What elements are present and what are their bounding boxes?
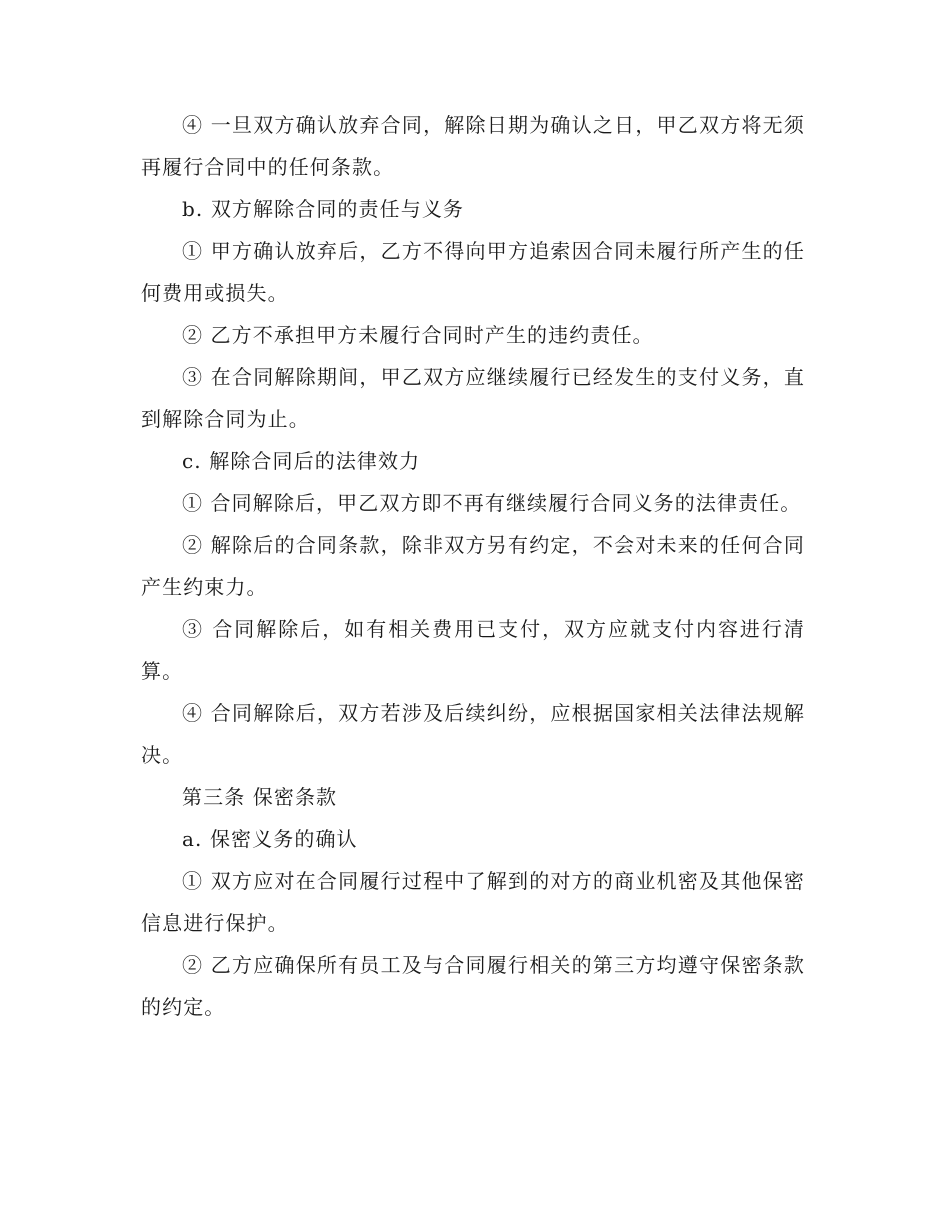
paragraph-protect-secrets: ① 双方应对在合同履行过程中了解到的对方的商业机密及其他保密信息进行保护。 (141, 869, 805, 935)
paragraph-staff-compliance: ② 乙方应确保所有员工及与合同履行相关的第三方均遵守保密条款的约定。 (141, 953, 805, 1019)
subheading-confidentiality-duty: a. 保密义务的确认 (182, 827, 358, 851)
paragraph-no-claims: ① 甲方确认放弃后，乙方不得向甲方追索因合同未履行所产生的任何费用或损失。 (141, 239, 805, 305)
paragraph-termination-date: ④ 一旦双方确认放弃合同，解除日期为确认之日，甲乙双方将无须再履行合同中的任何条款。 (141, 113, 805, 179)
document-page (141, 104, 805, 1028)
paragraph-payment-obligations: ③ 在合同解除期间，甲乙双方应继续履行已经发生的支付义务，直到解除合同为止。 (141, 365, 805, 431)
paragraph-no-liability: ② 乙方不承担甲方未履行合同时产生的违约责任。 (182, 323, 654, 347)
paragraph-settlement: ③ 合同解除后，如有相关费用已支付，双方应就支付内容进行清算。 (141, 617, 805, 683)
paragraph-no-further-duty: ① 合同解除后，甲乙双方即不再有继续履行合同义务的法律责任。 (182, 491, 802, 515)
subheading-termination-duties: b. 双方解除合同的责任与义务 (182, 197, 465, 221)
article-three-heading: 第三条 保密条款 (182, 785, 338, 809)
subheading-legal-effect: c. 解除合同后的法律效力 (182, 449, 421, 473)
paragraph-disputes: ④ 合同解除后，双方若涉及后续纠纷，应根据国家相关法律法规解决。 (141, 701, 805, 767)
paragraph-no-future-binding: ② 解除后的合同条款，除非双方另有约定，不会对未来的任何合同产生约束力。 (141, 533, 805, 599)
